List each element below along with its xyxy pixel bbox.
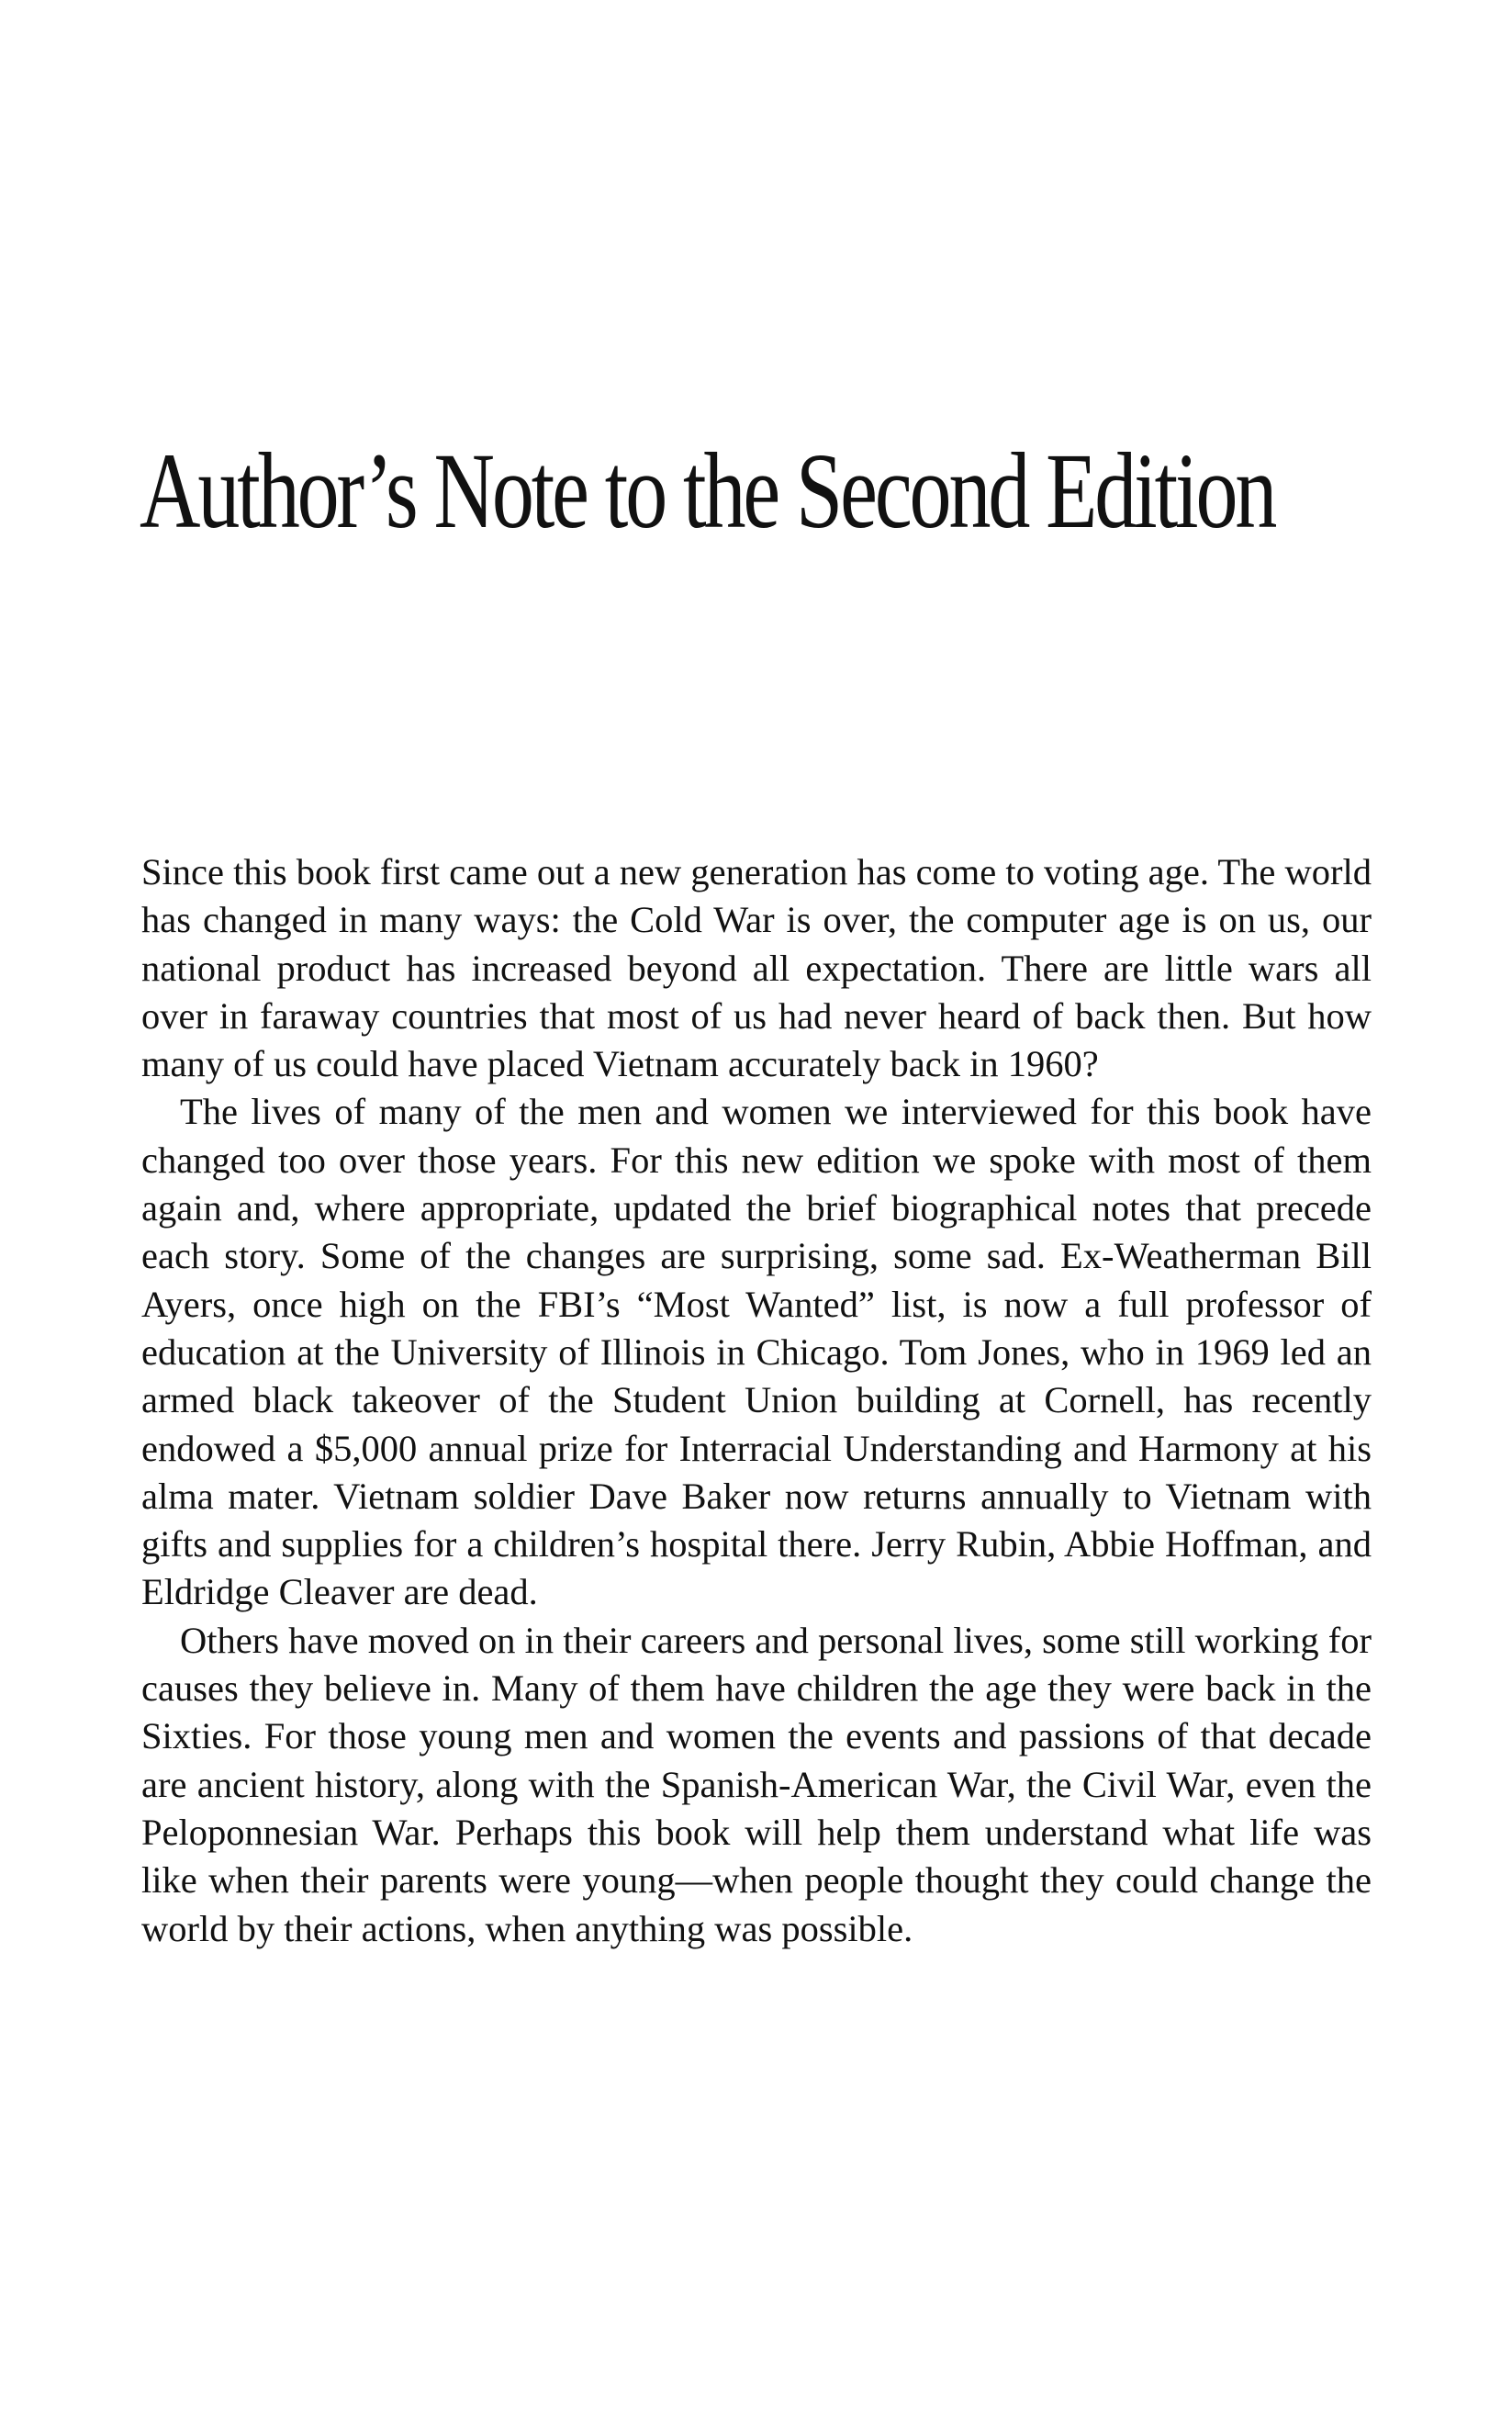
paragraph-1: Since this book first came out a new generation has come to voting age. The world has changed in many ways: the Cold War is over, the computer age is on us, our national product has increased beyond all expectation. There are little wars all over in faraway countries that most of us had never heard of back then. But how many of us could have placed Vietnam accurately back in 1960? [141, 851, 1372, 1085]
chapter-title: Author’s Note to the Second Edition [140, 431, 1275, 551]
paragraph-3: Others have moved on in their careers and personal lives, some still working for causes they believe in. Many of them have children the age they were back in the Sixties. For those young men and women the events and passions of that decade are ancient history, along with the Spanish-American War, the Civil War, even the Peloponnesian War. Perhaps this book will help them understand what life was like when their parents were young—when people thought they could change the world by their actions, when anything was possible. [141, 1619, 1372, 1949]
body-text [141, 848, 1372, 1953]
paragraph-2: The lives of many of the men and women we interviewed for this book have changed too over those years. For this new edition we spoke with most of them again and, where appropriate, updated the brief biographical notes that precede each story. Some of the changes are surprising, some sad. Ex-Weatherman Bill Ayers, once high on the FBI’s “Most Wanted” list, is now a full professor of education at the University of Illinois in Chicago. Tom Jones, who in 1969 led an armed black takeover of the Student Union building at Cornell, has recently endowed a $5,000 annual prize for Interracial Understanding and Harmony at his alma mater. Vietnam soldier Dave Baker now returns annually to Vietnam with gifts and supplies for a children’s hospital there. Jerry Rubin, Abbie Hoffman, and Eldridge Cleaver are dead. [141, 1091, 1372, 1613]
